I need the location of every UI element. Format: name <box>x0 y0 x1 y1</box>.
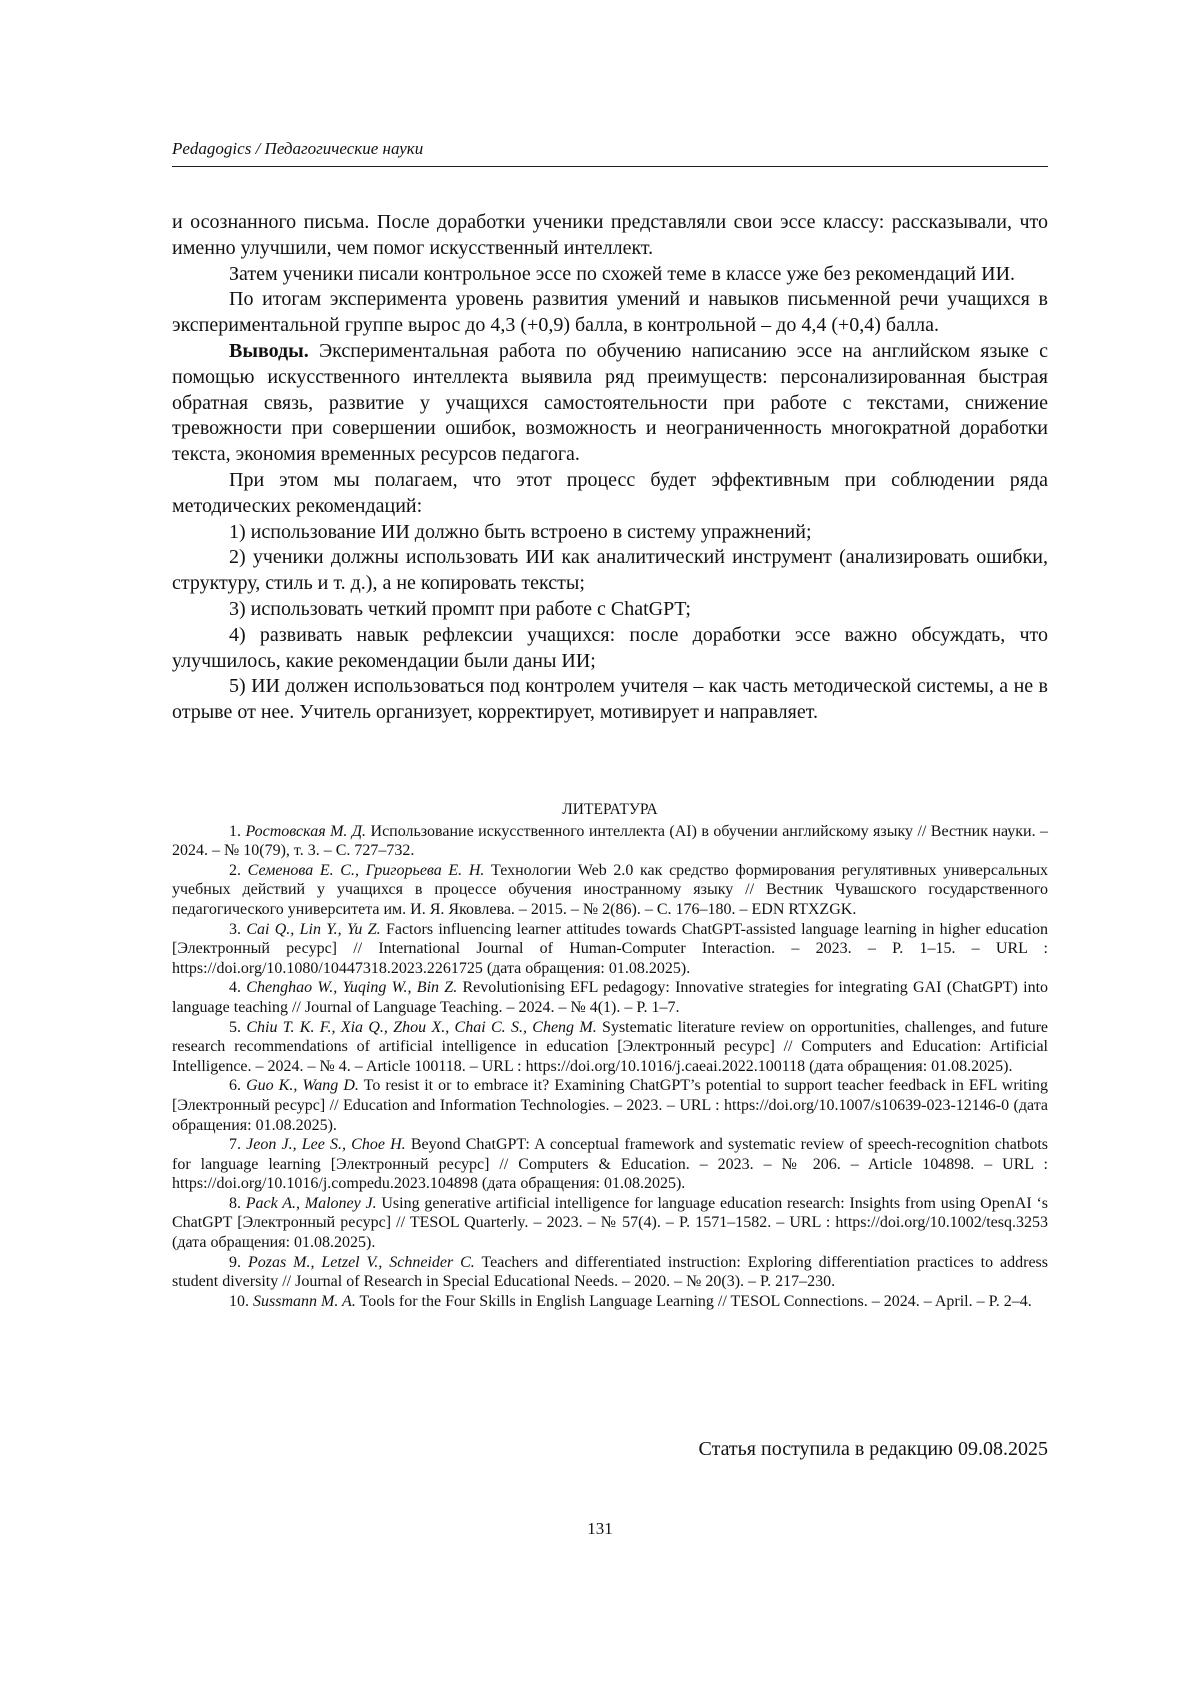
reference-authors: Chenghao W., Yuqing W., Bin Z. <box>246 979 458 997</box>
reference-number: 4. <box>229 979 241 997</box>
recommendation-item: 4) развивать навык рефлексии учащихся: после доработки эссе важно обсуждать, что улучшилось, какие рекомендации были даны ИИ; <box>172 623 1048 672</box>
paragraph: При этом мы полагаем, что этот процесс будет эффективным при соблюдении ряда методических рекомендаций: <box>172 468 1048 517</box>
header-rule <box>172 166 1048 167</box>
reference-text: Технологии Web 2.0 как средство формирования регулятивных универсальных учебных действий у учащихся в процессе обучения иностранному языку // Вестник Чувашского государственного педагогического университета им. И. Я. Яковлева. – 2015. – № 2(86). – С. 176–180. – EDN RTXZGK. <box>172 861 1048 918</box>
reference-text: Teachers and differentiated instruction: Exploring differentiation practices to address student diversity // Journal of Research in Special Educational Needs. – 2020. – № 20(3). – P. 217–230. <box>172 1253 1049 1291</box>
reference-number: 8. <box>229 1194 241 1212</box>
reference-item <box>172 861 1048 920</box>
reference-number: 3. <box>229 920 241 938</box>
running-header: Pedagogics / Педагогические науки <box>172 139 424 158</box>
article-body <box>172 210 1048 726</box>
reference-text: Systematic literature review on opportunities, challenges, and future research recommendations of artificial intelligence in education [Электронный ресурс] // Computers and Education: Artificial Intelligence. – 2024. – № 4. – Article 100118. – URL : https://doi.org/10.1016/j.caeai.2022.100118 (дата обращения: 01.08.2025). <box>172 1018 1049 1075</box>
conclusions-lead: Выводы. <box>229 339 309 362</box>
reference-item <box>172 1292 1048 1312</box>
reference-item <box>172 1135 1048 1194</box>
reference-number: 7. <box>229 1136 241 1154</box>
reference-authors: Семенова Е. С., Григорьева Е. Н. <box>247 861 485 879</box>
paragraph: Затем ученики писали контрольное эссе по схожей теме в классе уже без рекомендаций ИИ. <box>229 262 1016 285</box>
reference-text: Beyond ChatGPT: A conceptual framework and systematic review of speech-recognition chatbots for language learning [Электронный ресурс] // Computers & Education. – 2023. – № 206. – Article 104898. – URL : https://doi.org/10.1016/j.compedu.2023.104898 (дата обращения: 01.08.2025). <box>172 1136 1049 1193</box>
reference-text: Revolutionising EFL pedagogy: Innovative strategies for integrating GAI (ChatGPT) into language teaching // Journal of Language Teaching. – 2024. – № 4(1). – P. 1–7. <box>172 979 1049 1016</box>
reference-number: 5. <box>229 1018 241 1036</box>
reference-item <box>172 822 1048 861</box>
reference-text: Using generative artificial intelligence for language education research: Insights from using OpenAI ‘s ChatGPT [Электронный ресурс] // TESOL Quarterly. – 2023. – № 57(4). – P. 1571–1582. – URL : https://doi.org/10.1002/tesq.3253 (дата обращения: 01.08.2025). <box>172 1194 1049 1252</box>
reference-authors: Cai Q., Lin Y., Yu Z. <box>246 920 381 938</box>
reference-authors: Ростовская М. Д. <box>245 822 367 840</box>
recommendation-item: 3) использовать четкий промпт при работе с ChatGPT; <box>229 597 691 620</box>
reference-item <box>172 1076 1048 1135</box>
reference-item <box>172 920 1048 979</box>
reference-text: Tools for the Four Skills in English Language Learning // TESOL Connections. – 2024. – April. – P. 2–4. <box>355 1292 1032 1310</box>
reference-authors: Pack A., Maloney J. <box>245 1194 377 1212</box>
paragraph: и осознанного письма. После доработки ученики представляли свои эссе классу: рассказывали, что именно улучшили, чем помог искусственный интеллект. <box>172 211 1048 259</box>
reference-authors: Pozas M., Letzel V., Schneider C. <box>247 1253 475 1271</box>
reference-number: 10. <box>229 1292 249 1310</box>
reference-text: To resist it or to embrace it? Examining ChatGPT’s potential to support teacher feedback in EFL writing [Электронный ресурс] // Education and Information Technologies. – 2023. – URL : https://doi.org/10.1007/s10639-023-12146-0 (дата обращения: 01.08.2025). <box>172 1077 1049 1134</box>
reference-text: Использование искусственного интеллекта (AI) в обучении английскому языку // Вестник науки. – 2024. – № 10(79), т. 3. – С. 727–732. <box>172 822 1049 860</box>
recommendation-item: 5) ИИ должен использоваться под контролем учителя – как часть методической системы, а не в отрыве от нее. Учитель организует, корректирует, мотивирует и направляет. <box>172 675 1048 724</box>
recommendation-item: 1) использование ИИ должно быть встроено в систему упражнений; <box>229 520 812 543</box>
received-date: Статья поступила в редакцию 09.08.2025 <box>698 1438 1048 1460</box>
reference-number: 9. <box>229 1253 241 1271</box>
references-section <box>172 800 1048 1311</box>
reference-item <box>172 1253 1048 1292</box>
reference-number: 6. <box>229 1077 241 1095</box>
reference-authors: Chiu T. K. F., Xia Q., Zhou X., Chai C. S., Cheng M. <box>246 1018 597 1036</box>
reference-authors: Jeon J., Lee S., Choe H. <box>246 1136 406 1154</box>
reference-text: Factors influencing learner attitudes towards ChatGPT-assisted language learning in higher education [Электронный ресурс] // International Journal of Human-Computer Interaction. – 2023. – P. 1–15. – URL : https://doi.org/10.1080/10447318.2023.2261725 (дата обращения: 01.08.2025). <box>172 920 1049 977</box>
paragraph: По итогам эксперимента уровень развития умений и навыков письменной речи учащихся в экспериментальной группе вырос до 4,3 (+0,9) балла, в контрольной – до 4,4 (+0,4) балла. <box>172 288 1048 337</box>
reference-number: 2. <box>229 861 241 879</box>
reference-authors: Sussmann M. A. <box>253 1292 356 1310</box>
page-number: 131 <box>587 1519 613 1538</box>
conclusions-text: Экспериментальная работа по обучению написанию эссе на английском языке с помощью искусственного интеллекта выявила ряд преимуществ: персонализированная быстрая обратная связь, развитие у учащихся самостоятельности при работе с текстами, снижение тревожности при совершении ошибок, возможность и неограниченность многократной доработки текста, экономия временных ресурсов педагога. <box>172 339 1048 466</box>
reference-item <box>172 1018 1048 1077</box>
reference-authors: Guo K., Wang D. <box>246 1077 359 1095</box>
conclusions-paragraph <box>172 339 1048 468</box>
reference-number: 1. <box>229 822 241 840</box>
reference-item <box>172 978 1048 1017</box>
reference-item <box>172 1194 1048 1253</box>
recommendation-item: 2) ученики должны использовать ИИ как аналитический инструмент (анализировать ошибки, структуру, стиль и т. д.), а не копировать тексты; <box>172 546 1048 595</box>
references-title: ЛИТЕРАТУРА <box>562 801 658 818</box>
